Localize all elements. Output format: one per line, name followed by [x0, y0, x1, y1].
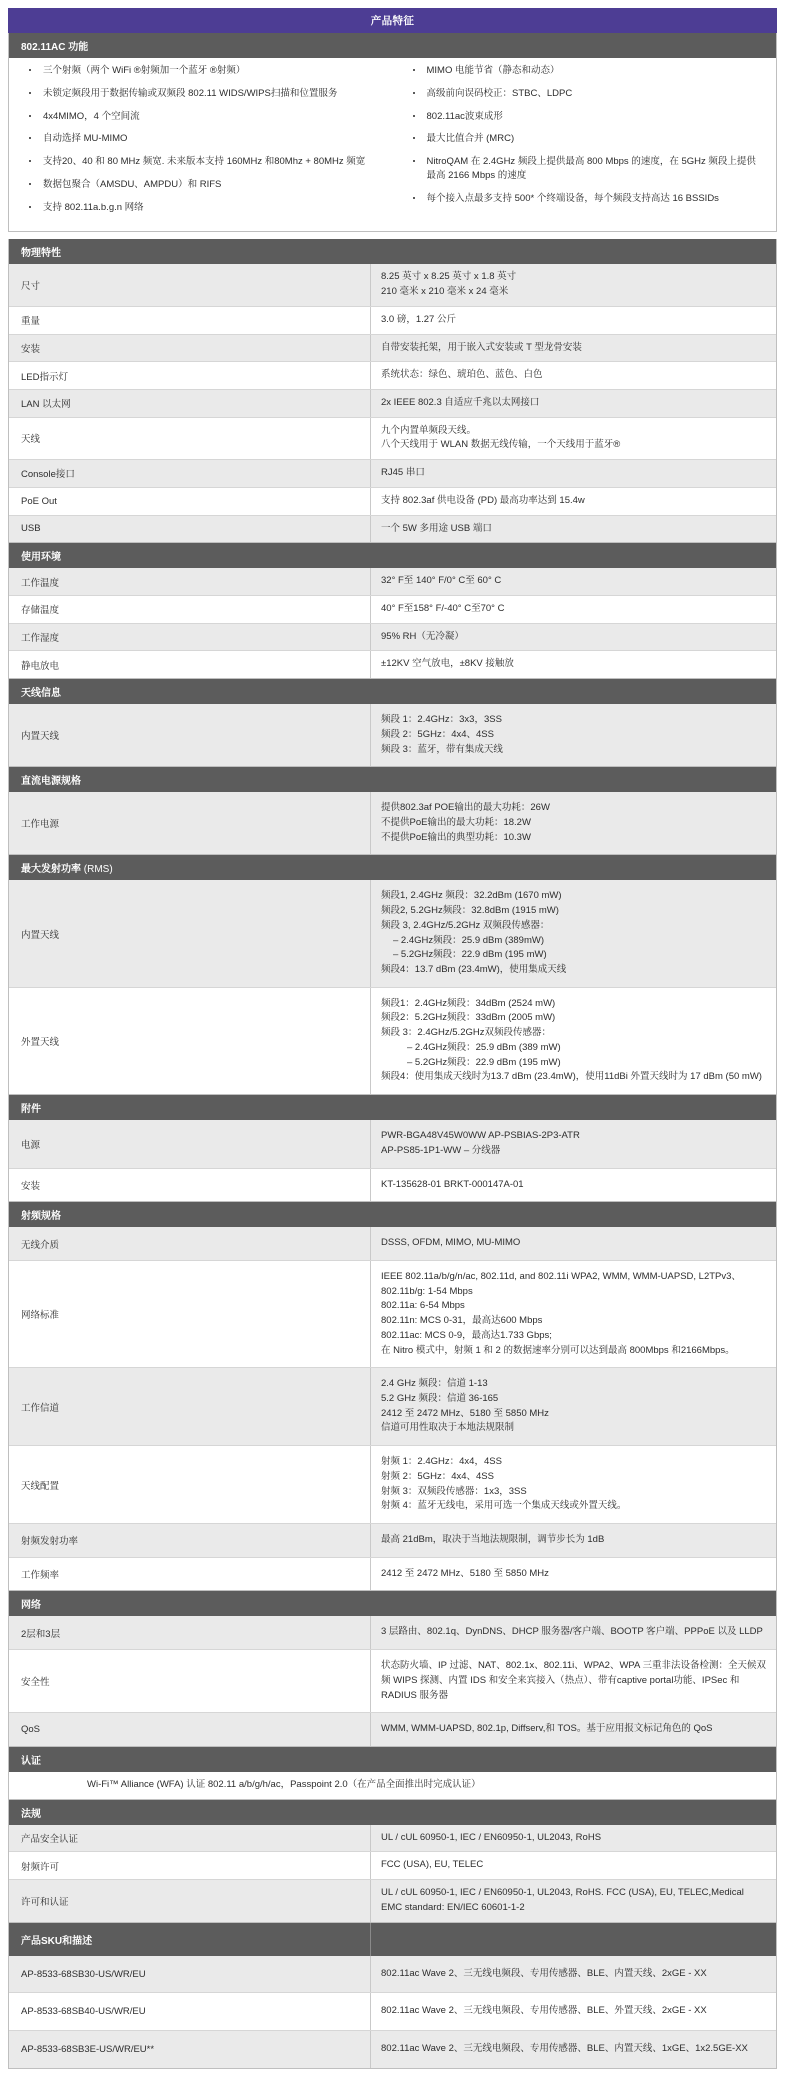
value-line: 210 毫米 x 210 毫米 x 24 毫米: [381, 286, 509, 298]
value-line: 状态防火墙、IP 过滤、NAT、802.1x、802.11i、WPA2、WPA 三重非法设备检测：全天候双频 WIPS 探测、内置 IDS 和安全来宾接入（热点）、带有captive portal功能、IPSec 和 RADIUS 服务器: [381, 1660, 766, 1701]
row-label: 工作频率: [9, 1558, 371, 1591]
table-certification: [8, 1772, 777, 1800]
value-line: IEEE 802.11a/b/g/n/ac, 802.11d, and 802.11i WPA2, WMM, WMM-UAPSD, L2TPv3、802.11b/g: 1-54 Mbps: [381, 1270, 741, 1297]
table-row: [9, 418, 776, 460]
table-physical: [8, 264, 777, 543]
value-line: 频段 3：蓝牙，带有集成天线: [381, 743, 503, 755]
row-label: 工作湿度: [9, 624, 371, 651]
section-header-antenna-info: 天线信息: [8, 679, 777, 704]
row-label: 天线配置: [9, 1446, 371, 1523]
row-label: 内置天线: [9, 704, 371, 766]
row-value: [371, 704, 776, 766]
table-row: [9, 390, 776, 418]
table-row: [9, 624, 776, 652]
value-line: – 5.2GHz频段：22.9 dBm (195 mW): [407, 1056, 561, 1068]
row-label: 2层和3层: [9, 1616, 371, 1649]
row-label: LED指示灯: [9, 362, 371, 389]
spacer: [8, 232, 777, 239]
value-line: 八个天线用于 WLAN 数据无线传输，一个天线用于蓝牙®: [381, 439, 621, 451]
table-row: [9, 880, 776, 987]
value-line: – 5.2GHz频段：22.9 dBm (195 mW): [393, 949, 547, 961]
value-line: 自带安装托架，用于嵌入式安装或 T 型龙骨安装: [381, 341, 582, 353]
row-value: [371, 1650, 776, 1712]
value-line: 射频 2：5GHz：4x4、4SS: [381, 1470, 494, 1482]
row-value: [371, 1993, 776, 2030]
table-network: [8, 1616, 777, 1747]
row-value: [371, 2031, 776, 2068]
value-line: RJ45 串口: [381, 467, 425, 479]
value-line: AP-PS85-1P1-WW – 分线器: [381, 1144, 501, 1156]
feature-bullet: 三个射频（两个 WiFi ®射频加一个蓝牙 ®射频）: [9, 64, 393, 78]
value-line: 系统状态：绿色、琥珀色、蓝色、白色: [381, 369, 543, 381]
table-row: [9, 1852, 776, 1880]
row-value: [371, 390, 776, 417]
value-line: FCC (USA), EU, TELEC: [381, 1859, 484, 1871]
value-line: 2412 至 2472 MHz、5180 至 5850 MHz: [381, 1407, 549, 1419]
value-line: 信道可用性取决于本地法规限制: [381, 1422, 515, 1434]
value-line: – 2.4GHz频段：25.9 dBm (389 mW): [407, 1041, 561, 1053]
row-label: 无线介质: [9, 1227, 371, 1260]
value-line: UL / cUL 60950-1, IEC / EN60950-1, UL2043, RoHS: [381, 1831, 602, 1843]
page-title: 产品特征: [8, 8, 777, 33]
row-label: 产品安全认证: [9, 1825, 371, 1852]
row-value: [371, 1713, 776, 1746]
value-line: 2x IEEE 802.3 自适应千兆以太网接口: [381, 396, 540, 408]
row-value: [371, 1368, 776, 1445]
value-line: 九个内置单频段天线。: [381, 424, 477, 436]
value-line: 频段2, 5.2GHz频段：32.8dBm (1915 mW): [381, 905, 559, 917]
value-line: 802.11n: MCS 0-31，最高达600 Mbps: [381, 1315, 543, 1327]
max-tx-power-heading-suffix: (RMS): [81, 864, 113, 876]
value-line: 最高 21dBm，取决于当地法规限制，调节步长为 1dB: [381, 1534, 605, 1546]
row-value: [371, 596, 776, 623]
value-line: 32° F至 140° F/0° C至 60° C: [381, 575, 502, 587]
row-label: 外置天线: [9, 988, 371, 1094]
sku-heading-right: [371, 1930, 776, 1948]
feature-bullet: 802.11ac波束成形: [393, 110, 777, 124]
feature-bullet: 支持 802.11a.b.g.n 网络: [9, 201, 393, 215]
table-dc-power: [8, 792, 777, 855]
value-line: 射频 4：蓝牙无线电，采用可选一个集成天线或外置天线。: [381, 1500, 627, 1512]
row-label: 工作电源: [9, 792, 371, 854]
value-line: – 2.4GHz频段：25.9 dBm (389mW): [393, 934, 544, 946]
value-line: 802.11ac: MCS 0-9，最高达1.733 Gbps;: [381, 1329, 552, 1341]
table-row: [9, 1616, 776, 1650]
table-accessories: [8, 1120, 777, 1202]
table-row: [9, 2031, 776, 2068]
table-row: [9, 1446, 776, 1524]
row-value: [371, 568, 776, 595]
feature-bullet: 4x4MIMO，4 个空间流: [9, 110, 393, 124]
table-row: [9, 1169, 776, 1202]
row-value: [371, 988, 776, 1094]
section-header-features: 802.11AC 功能: [8, 33, 777, 58]
table-row: [9, 1713, 776, 1746]
row-value: [371, 1524, 776, 1557]
table-row: [9, 1120, 776, 1168]
row-value: [371, 1446, 776, 1523]
table-row: [9, 1558, 776, 1591]
table-row: [9, 488, 776, 516]
table-regulatory: [8, 1825, 777, 1923]
table-antenna-info: [8, 704, 777, 767]
row-value: [371, 264, 776, 305]
table-row: [9, 460, 776, 488]
row-label: 电源: [9, 1120, 371, 1167]
row-label: 工作温度: [9, 568, 371, 595]
section-header-dc-power: 直流电源规格: [8, 767, 777, 792]
table-row: [9, 1956, 776, 1994]
row-value: [371, 1880, 776, 1921]
row-value: [371, 1558, 776, 1591]
value-line: 不提供PoE输出的典型功耗：10.3W: [381, 831, 531, 843]
feature-bullet: 数据包聚合（AMSDU、AMPDU）和 RIFS: [9, 178, 393, 192]
row-label: USB: [9, 516, 371, 543]
value-line: 3 层路由、802.1q、DynDNS、DHCP 服务器/客户端、BOOTP 客户端、PPPoE 以及 LLDP: [381, 1626, 763, 1638]
value-line: 射频 1：2.4GHz：4x4，4SS: [381, 1456, 502, 1468]
section-header-rf-spec: 射频规格: [8, 1202, 777, 1227]
value-line: 频段1：2.4GHz频段：34dBm (2524 mW): [381, 997, 556, 1009]
value-line: 频段 3, 2.4GHz/5.2GHz 双频段传感器：: [381, 919, 550, 931]
feature-bullet: 高级前向误码校正：STBC、LDPC: [393, 87, 777, 101]
table-row: [9, 1261, 776, 1368]
table-row: [9, 1880, 776, 1921]
value-line: DSSS, OFDM, MIMO, MU-MIMO: [381, 1237, 521, 1249]
value-line: 3.0 磅，1.27 公斤: [381, 313, 456, 325]
feature-list-left: [9, 64, 393, 214]
section-header-max-tx-power: [8, 855, 777, 880]
value-line: 提供802.3af POE输出的最大功耗：26W: [381, 802, 550, 814]
row-label: 安装: [9, 335, 371, 362]
table-row: [9, 1993, 776, 2031]
value-line: UL / cUL 60950-1, IEC / EN60950-1, UL2043, RoHS. FCC (USA), EU, TELEC,Medical EMC standard: EN/IEC 60601-1-2: [381, 1887, 744, 1913]
row-label: QoS: [9, 1713, 371, 1746]
feature-bullet: 未锁定频段用于数据传输或双频段 802.11 WIDS/WIPS扫描和位置服务: [9, 87, 393, 101]
table-row: [9, 1524, 776, 1558]
value-line: 频段4：使用集成天线时为13.7 dBm (23.4mW)，使用11dBi 外置天线时为 17 dBm (50 mW): [381, 1071, 762, 1083]
value-line: 在 Nitro 模式中，射频 1 和 2 的数据速率分别可以达到最高 800Mbps 和2166Mbps。: [381, 1344, 735, 1356]
table-row: [9, 362, 776, 390]
table-max-tx-power: [8, 880, 777, 1095]
value-line: 2412 至 2472 MHz、5180 至 5850 MHz: [381, 1567, 549, 1579]
table-row: [9, 1227, 776, 1261]
value-line: 5.2 GHz 频段：信道 36-165: [381, 1392, 499, 1404]
table-row: [9, 988, 776, 1094]
row-value: [371, 624, 776, 651]
value-line: 802.11ac Wave 2、三无线电频段、专用传感器、BLE、内置天线、1xGE、1x2.5GE-XX: [381, 2043, 748, 2055]
row-label: 存储温度: [9, 596, 371, 623]
table-row: [9, 704, 776, 766]
value-line: ±12KV 空气放电，±8KV 接触放: [381, 658, 514, 670]
row-label: Console接口: [9, 460, 371, 487]
feature-bullet: 最大比值合并 (MRC): [393, 132, 777, 146]
table-row: [9, 568, 776, 596]
sku-heading-left: 产品SKU和描述: [9, 1923, 371, 1956]
value-line: 一个 5W 多用途 USB 端口: [381, 522, 492, 534]
value-line: 频段4：13.7 dBm (23.4mW)，使用集成天线: [381, 964, 567, 976]
value-line: 40° F至158° F/-40° C至70° C: [381, 602, 505, 614]
table-row: [9, 516, 776, 543]
table-sku: [8, 1956, 777, 2069]
features-left-column: [9, 64, 393, 223]
value-line: 频段 3：2.4GHz/5.2GHz双频段传感器：: [381, 1027, 551, 1039]
row-label: AP-8533-68SB3E-US/WR/EU**: [9, 2031, 371, 2068]
row-value: [371, 516, 776, 543]
row-label: LAN 以太网: [9, 390, 371, 417]
row-label: 网络标准: [9, 1261, 371, 1367]
row-value: [371, 1120, 776, 1167]
table-row: [9, 1772, 776, 1799]
value-line: 频段2：5.2GHz频段：33dBm (2005 mW): [381, 1012, 556, 1024]
row-label: 安全性: [9, 1650, 371, 1712]
value-line: 802.11ac Wave 2、三无线电频段、专用传感器、BLE、外置天线、2xGE - XX: [381, 2005, 707, 2017]
row-value: [371, 418, 776, 459]
feature-bullet: MIMO 电能节省（静态和动态）: [393, 64, 777, 78]
section-header-regulatory: 法规: [8, 1800, 777, 1825]
value-line: 支持 802.3af 供电设备 (PD) 最高功率达到 15.4w: [381, 494, 585, 506]
row-label: 工作信道: [9, 1368, 371, 1445]
value-line: 95% RH（无冷凝）: [381, 630, 464, 642]
row-value: [371, 880, 776, 986]
table-row: [9, 651, 776, 678]
value-line: 2.4 GHz 频段：信道 1-13: [381, 1378, 488, 1390]
row-value: [371, 1616, 776, 1649]
row-value: [371, 1825, 776, 1852]
section-header-network: 网络: [8, 1591, 777, 1616]
value-line: KT-135628-01 BRKT-000147A-01: [381, 1178, 524, 1190]
row-value: [371, 1227, 776, 1260]
section-header-certification: 认证: [8, 1747, 777, 1772]
row-value: [371, 1261, 776, 1367]
row-value: [371, 335, 776, 362]
row-label: PoE Out: [9, 488, 371, 515]
row-label: 许可和认证: [9, 1880, 371, 1921]
section-header-accessories: 附件: [8, 1095, 777, 1120]
feature-list-right: [393, 64, 777, 205]
row-value: [371, 651, 776, 678]
table-row: [9, 792, 776, 854]
value-line: 不提供PoE输出的最大功耗：18.2W: [381, 817, 531, 829]
row-label: AP-8533-68SB40-US/WR/EU: [9, 1993, 371, 2030]
row-label: 静电放电: [9, 651, 371, 678]
section-header-physical: 物理特性: [8, 239, 777, 264]
certification-text: Wi-Fi™ Alliance (WFA) 认证 802.11 a/b/g/h/ac，Passpoint 2.0（在产品全面推出时完成认证）: [87, 1779, 481, 1791]
max-tx-power-heading-main: 最大发射功率: [21, 864, 81, 876]
value-line: WMM, WMM-UAPSD, 802.1p, Diffserv,和 TOS。基于应用报文标记角色的 QoS: [381, 1723, 713, 1735]
row-value: [371, 460, 776, 487]
row-value: [371, 362, 776, 389]
value-line: 8.25 英寸 x 8.25 英寸 x 1.8 英寸: [381, 271, 517, 283]
row-value: [371, 792, 776, 854]
row-label: AP-8533-68SB30-US/WR/EU: [9, 1956, 371, 1993]
row-label: 射频发射功率: [9, 1524, 371, 1557]
section-header-environment: 使用环境: [8, 543, 777, 568]
table-row: [9, 335, 776, 363]
value-line: 频段 1：2.4GHz：3x3，3SS: [381, 714, 502, 726]
row-label: 射频许可: [9, 1852, 371, 1879]
row-value: [371, 1169, 776, 1202]
row-value: [371, 488, 776, 515]
row-value: [371, 1956, 776, 1993]
feature-bullet: 每个接入点最多支持 500* 个终端设备，每个频段支持高达 16 BSSIDs: [393, 192, 777, 206]
section-header-sku: [8, 1923, 777, 1956]
features-block: [8, 58, 777, 232]
row-label: 安装: [9, 1169, 371, 1202]
row-label: 尺寸: [9, 264, 371, 305]
features-right-column: [393, 64, 777, 223]
feature-bullet: 自动选择 MU-MIMO: [9, 132, 393, 146]
table-row: [9, 1368, 776, 1446]
value-line: 频段 2：5GHz：4x4、4SS: [381, 728, 494, 740]
value-line: PWR-BGA48V45W0WW AP-PSBIAS-2P3-ATR: [381, 1130, 580, 1142]
table-row: [9, 1650, 776, 1713]
value-line: 802.11a: 6-54 Mbps: [381, 1300, 465, 1312]
table-rf-spec: [8, 1227, 777, 1591]
value-line: 802.11ac Wave 2、三无线电频段、专用传感器、BLE、内置天线、2xGE - XX: [381, 1967, 707, 1979]
value-line: 频段1, 2.4GHz 频段：32.2dBm (1670 mW): [381, 890, 562, 902]
feature-bullet: 支持20、40 和 80 MHz 频宽. 未来版本支持 160MHz 和80Mhz + 80MHz 频宽: [9, 155, 393, 169]
table-row: [9, 307, 776, 335]
value-line: 射频 3：双频段传感器：1x3，3SS: [381, 1485, 527, 1497]
table-row: [9, 1825, 776, 1853]
row-label: 天线: [9, 418, 371, 459]
feature-bullet: NitroQAM 在 2.4GHz 频段上提供最高 800 Mbps 的速度，在 5GHz 频段上提供最高 2166 Mbps 的速度: [393, 155, 777, 183]
row-value: [371, 307, 776, 334]
row-value: [371, 1852, 776, 1879]
row-label: 内置天线: [9, 880, 371, 986]
table-row: [9, 596, 776, 624]
table-row: [9, 264, 776, 306]
row-label: 重量: [9, 307, 371, 334]
table-environment: [8, 568, 777, 679]
